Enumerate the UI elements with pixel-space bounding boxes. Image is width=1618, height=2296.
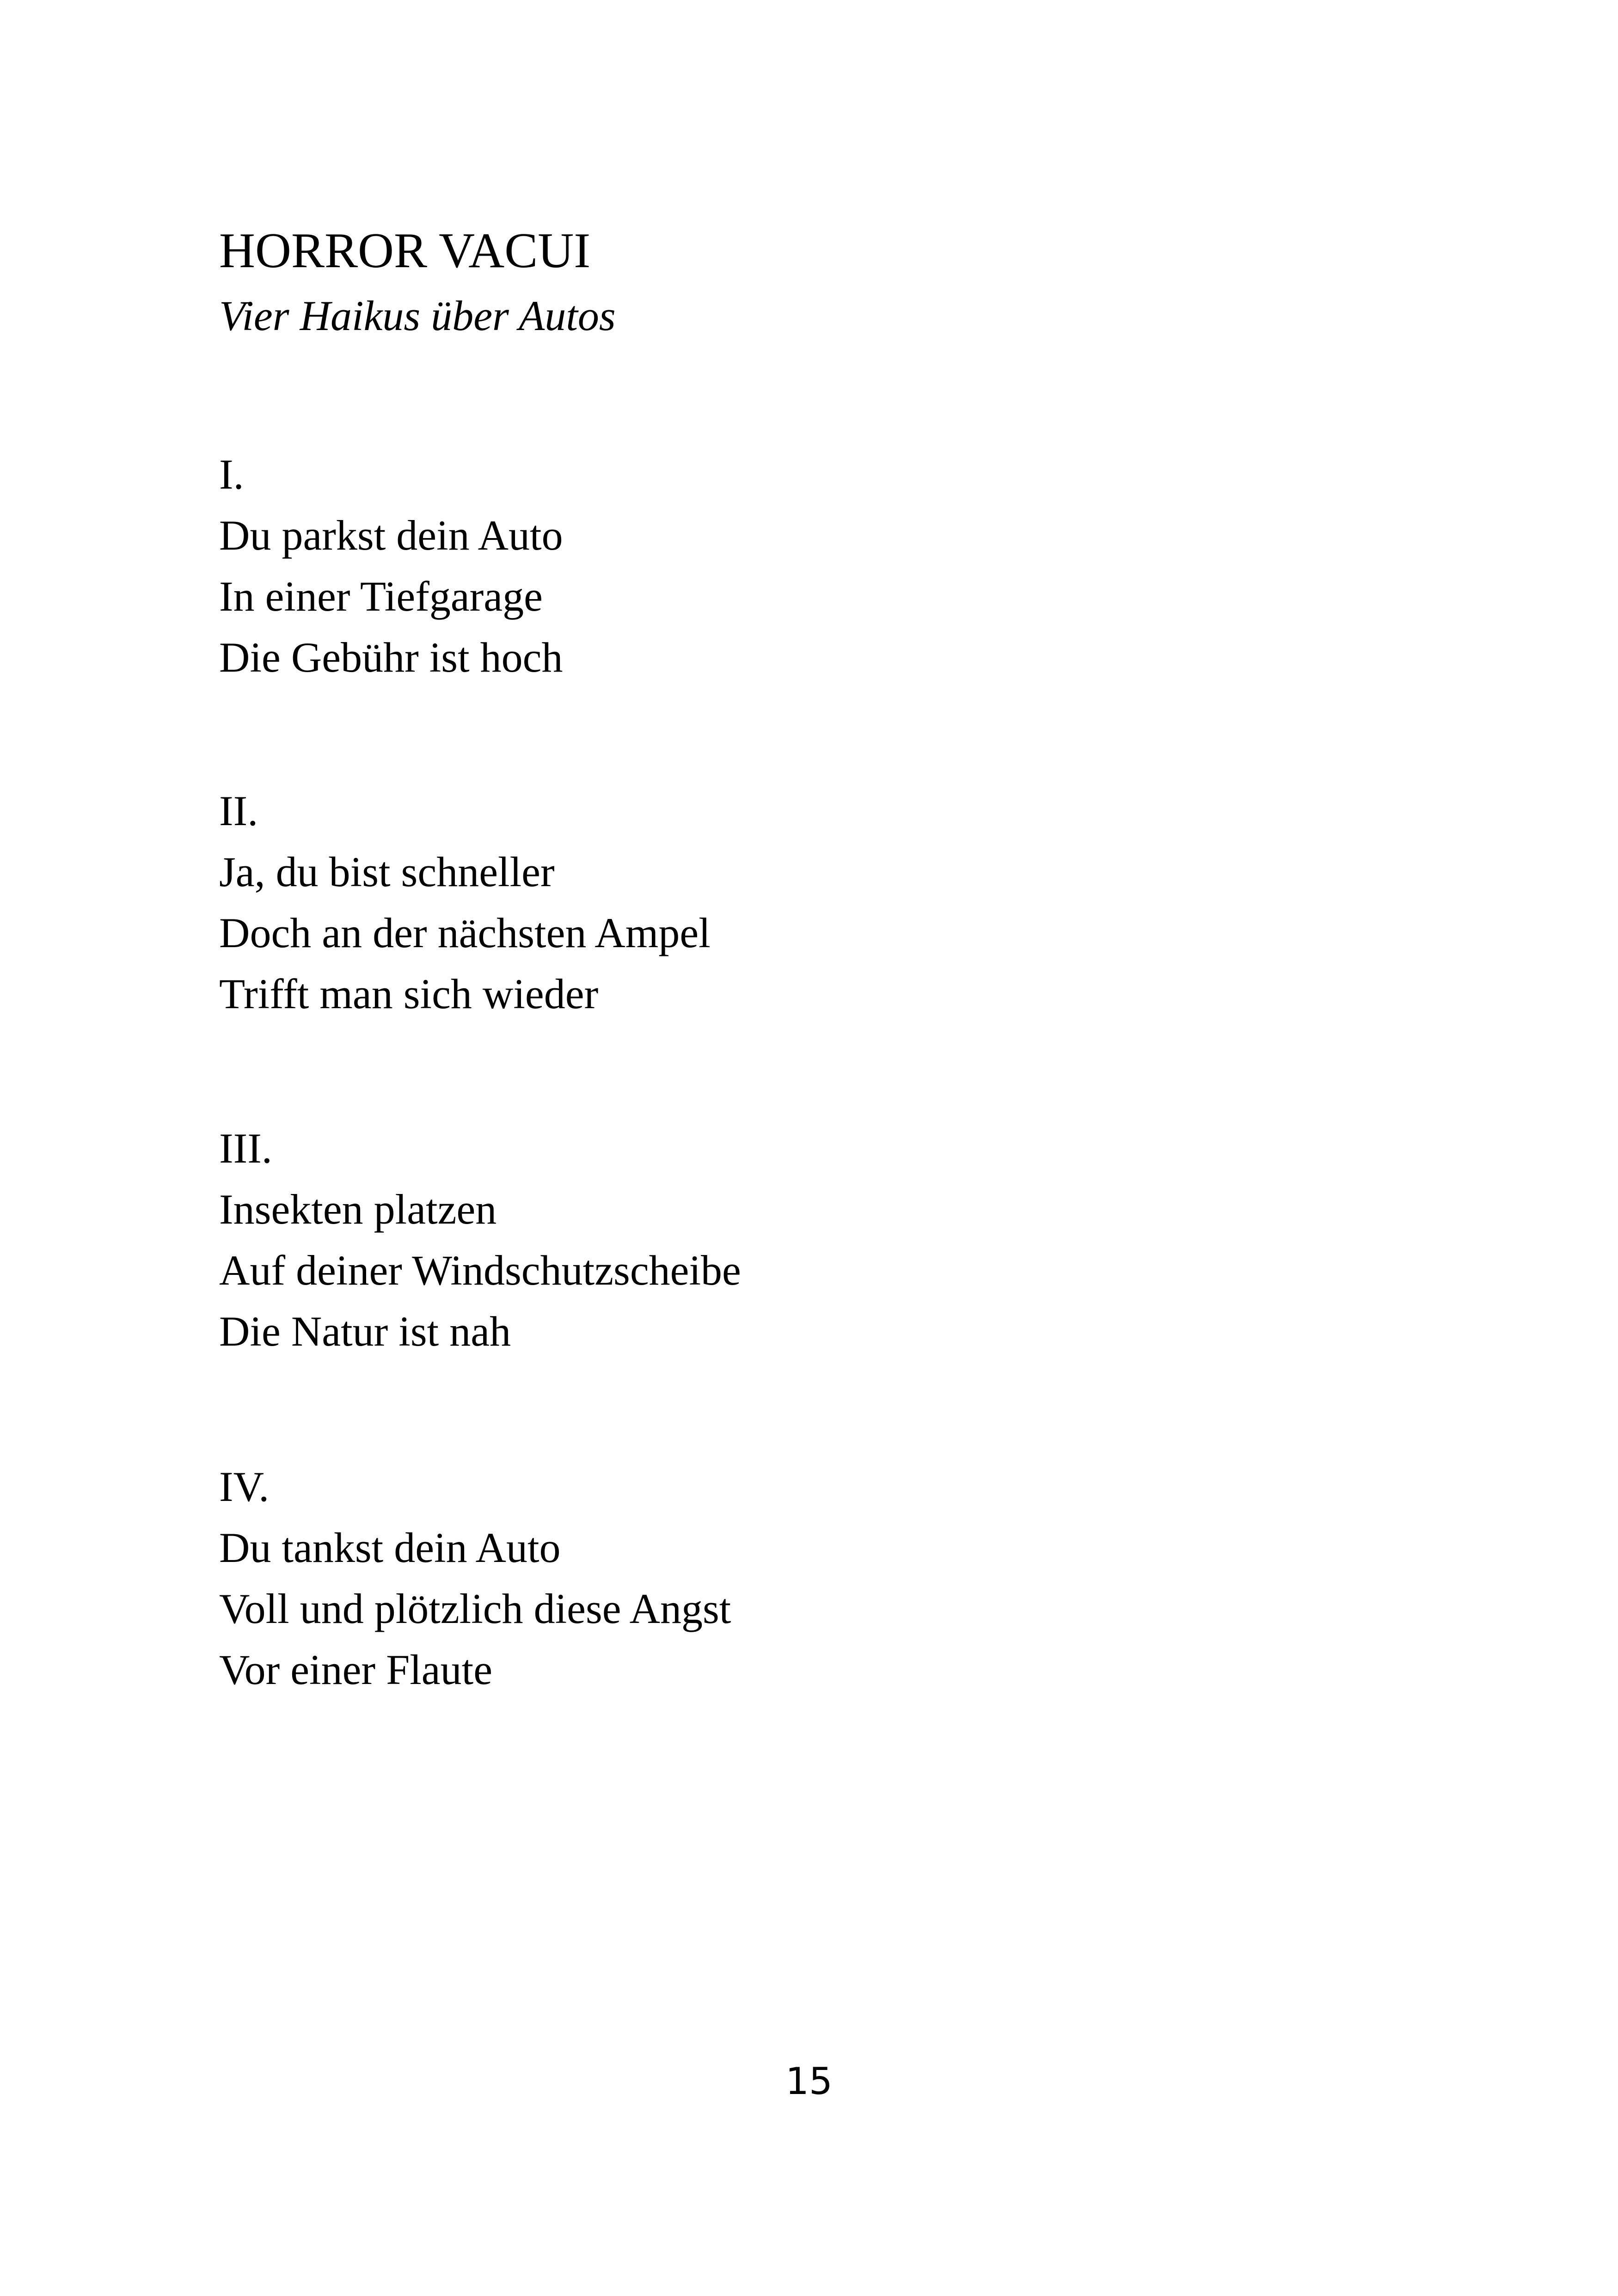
stanza-numeral: IV. <box>219 1463 270 1510</box>
page-number: 15 <box>785 2060 833 2103</box>
verse-line: Ja, du bist schneller <box>219 848 555 895</box>
stanza-numeral: III. <box>219 1125 272 1172</box>
verse-line: Voll und plötzlich diese Angst <box>219 1585 731 1632</box>
verse-line: Trifft man sich wieder <box>219 970 599 1017</box>
stanza-numeral: I. <box>219 451 244 498</box>
verse-line: Die Gebühr ist hoch <box>219 634 563 681</box>
verse-line: Die Natur ist nah <box>219 1308 511 1355</box>
haiku-stanza <box>219 780 711 1024</box>
verse-line: Vor einer Flaute <box>219 1646 493 1693</box>
stanza-numeral: II. <box>219 787 258 834</box>
verse-line: Auf deiner Windschutzscheibe <box>219 1247 741 1294</box>
verse-line: Doch an der nächsten Ampel <box>219 909 711 956</box>
verse-line: Du parkst dein Auto <box>219 512 563 559</box>
haiku-stanza <box>219 444 563 688</box>
haiku-stanza <box>219 1118 741 1362</box>
verse-line: Insekten platzen <box>219 1186 497 1233</box>
poem-title: HORROR VACUI <box>219 223 591 278</box>
verse-line: Du tankst dein Auto <box>219 1524 561 1571</box>
haiku-stanza <box>219 1456 731 1700</box>
poem-subtitle: Vier Haikus über Autos <box>219 292 616 339</box>
verse-line: In einer Tiefgarage <box>219 573 543 620</box>
